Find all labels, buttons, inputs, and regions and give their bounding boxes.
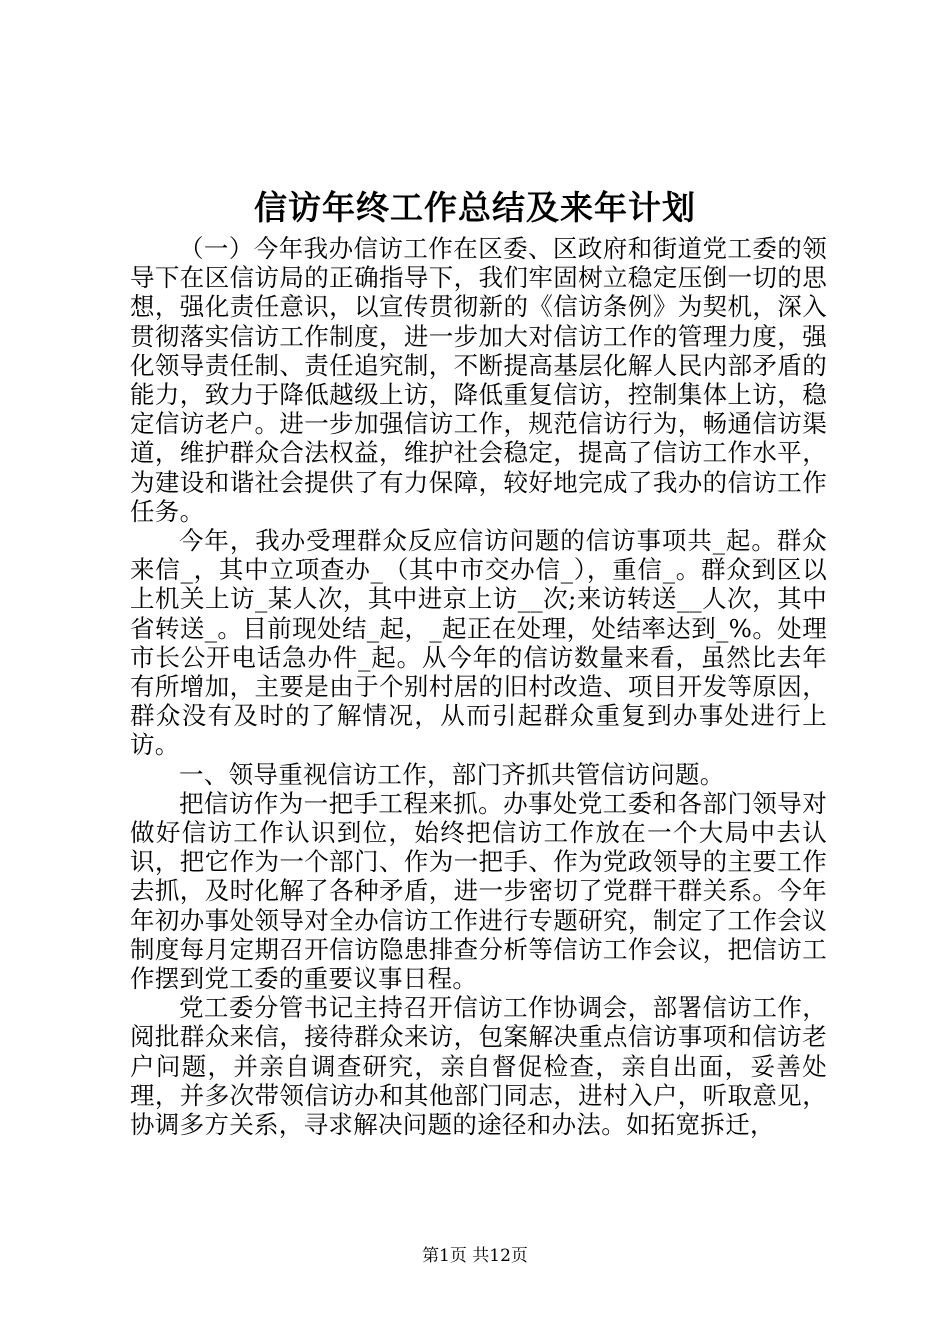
paragraph-3: 把信访作为一把手工程来抓。办事处党工委和各部门领导对做好信访工作认识到位，始终把信访工作放在一个大局中去认识，把它作为一个部门、作为一把手、作为党政领导的主要工作去抓，及时化解了各种矛盾，进一步密切了党群干群关系。今年年初办事处领导对全办信访工作进行专题研究，制定了工作会议制度每月定期召开信访隐患排查分析等信访工作会议，把信访工作摆到党工委的重要议事日程。: [130, 788, 827, 994]
document-title: 信访年终工作总结及来年计划: [254, 188, 696, 227]
page-number-footer: 第1页 共12页: [422, 1246, 528, 1266]
paragraph-1: （一）今年我办信访工作在区委、区政府和街道党工委的领导下在区信访局的正确指导下，我们牢固树立稳定压倒一切的思想，强化责任意识，以宣传贯彻新的《信访条例》为契机，深入贯彻落实信访工作制度，进一步加大对信访工作的管理力度，强化领导责任制、责任追究制，不断提高基层化解人民内部矛盾的能力，致力于降低越级上访，降低重复信访，控制集体上访，稳定信访老户。进一步加强信访工作，规范信访行为，畅通信访渠道，维护群众合法权益，维护社会稳定，提高了信访工作水平，为建设和谐社会提供了有力保障，较好地完成了我办的信访工作任务。: [130, 234, 827, 526]
section-heading-1: 一、领导重视信访工作，部门齐抓共管信访问题。: [179, 759, 725, 789]
paragraph-4: 党工委分管书记主持召开信访工作协调会，部署信访工作，阅批群众来信，接待群众来访，包案解决重点信访事项和信访老户问题，并亲自调查研究，亲自督促检查，亲自出面，妥善处理，并多次带领信访办和其他部门同志，进村入户，听取意见，协调多方关系，寻求解决问题的途径和办法。如拓宽拆迁，: [130, 993, 827, 1140]
paragraph-2: 今年，我办受理群众反应信访问题的信访事项共_起。群众来信_，其中立项查办_（其中市交办信_），重信_。群众到区以上机关上访_某人次，其中进京上访__次;来访转送__人次，其中省转送_。目前现处结_起，_起正在处理，处结率达到_%。处理市长公开电话急办件_起。从今年的信访数量来看，虽然比去年有所增加，主要是由于个别村居的旧村改造、项目开发等原因，群众没有及时的了解情况，从而引起群众重复到办事处进行上访。: [130, 526, 827, 760]
document-body: [130, 234, 827, 1139]
